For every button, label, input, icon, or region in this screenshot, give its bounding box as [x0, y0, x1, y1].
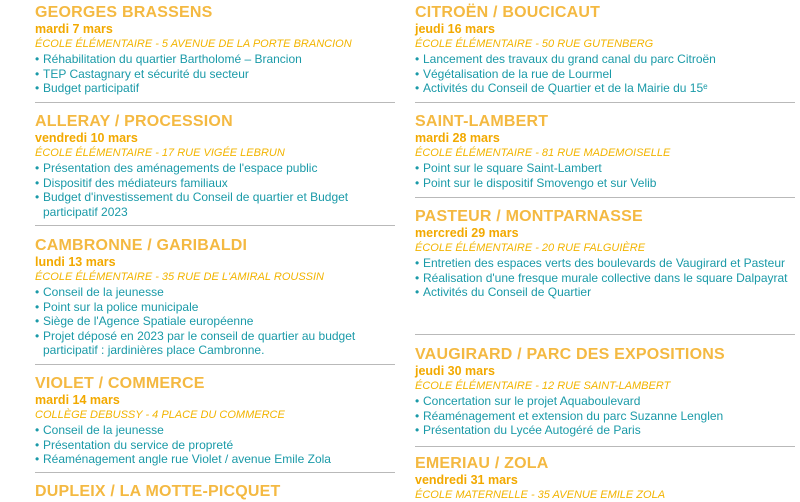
section-violet-commerce — [35, 375, 395, 473]
agenda-item: • Conseil de la jeunesse — [35, 423, 395, 438]
section-title: CITROËN / BOUCICAUT — [415, 4, 601, 21]
section-title: VIOLET / COMMERCE — [35, 375, 205, 392]
agenda-item: • Point sur le dispositif Smovengo et sur Velib — [415, 176, 795, 191]
agenda-item: • Présentation du Lycée Autogéré de Paris — [415, 423, 795, 438]
agenda-item: • Activités du Conseil de Quartier — [415, 285, 795, 300]
meeting-venue: COLLÈGE DEBUSSY - 4 PLACE DU COMMERCE — [35, 409, 285, 421]
agenda-item: • Entretien des espaces verts des boulevards de Vaugirard et Pasteur — [415, 256, 795, 271]
agenda-item: • Réaménagement et extension du parc Suzanne Lenglen — [415, 409, 795, 424]
meeting-venue: ÉCOLE ÉLÉMENTAIRE - 17 RUE VIGÉE LEBRUN — [35, 147, 285, 159]
meeting-date: lundi 13 mars — [35, 255, 116, 269]
meeting-date: mardi 14 mars — [35, 393, 120, 407]
agenda-list — [415, 256, 795, 300]
agenda-item: • Présentation des aménagements de l'espace public — [35, 161, 395, 176]
agenda-item: • Réhabilitation du quartier Bartholomé – Brancion — [35, 52, 395, 67]
agenda-item: • TEP Castagnary et sécurité du secteur — [35, 67, 395, 82]
section-title: EMERIAU / ZOLA — [415, 455, 549, 472]
meeting-venue: ÉCOLE ÉLÉMENTAIRE - 35 RUE DE L'AMIRAL ROUSSIN — [35, 271, 324, 283]
section-title: CAMBRONNE / GARIBALDI — [35, 237, 248, 254]
meeting-venue: ÉCOLE ÉLÉMENTAIRE - 12 RUE SAINT-LAMBERT — [415, 380, 671, 392]
section-vaugirard-parc-des-expositions — [415, 346, 795, 447]
meeting-venue: ÉCOLE ÉLÉMENTAIRE - 50 RUE GUTENBERG — [415, 38, 654, 50]
meeting-date: mardi 7 mars — [35, 22, 113, 36]
agenda-item: • Lancement des travaux du grand canal du parc Citroën — [415, 52, 795, 67]
meeting-venue: ÉCOLE MATERNELLE - 35 AVENUE EMILE ZOLA — [415, 489, 666, 501]
agenda-item: • Budget participatif — [35, 81, 395, 96]
section-dupleix-la-motte-picquet — [35, 483, 395, 500]
section-citroen-boucicaut — [415, 4, 795, 103]
agenda-item: • Projet déposé en 2023 par le conseil de quartier au budget participatif : jardinières place Cambronne. — [35, 329, 395, 358]
section-saint-lambert — [415, 113, 795, 198]
section-title: VAUGIRARD / PARC DES EXPOSITIONS — [415, 346, 725, 363]
section-title: PASTEUR / MONTPARNASSE — [415, 208, 643, 225]
agenda-item: • Conseil de la jeunesse — [35, 285, 395, 300]
agenda-list — [415, 52, 795, 96]
meeting-venue: ÉCOLE ÉLÉMENTAIRE - 81 RUE MADEMOISELLE — [415, 147, 671, 159]
section-title: GEORGES BRASSENS — [35, 4, 213, 21]
agenda-item: • Végétalisation de la rue de Lourmel — [415, 67, 795, 82]
section-title: DUPLEIX / LA MOTTE-PICQUET — [35, 483, 281, 500]
meeting-date: jeudi 30 mars — [415, 364, 495, 378]
meeting-date: mardi 28 mars — [415, 131, 500, 145]
agenda-item: • Budget d'investissement du Conseil de quartier et Budget participatif 2023 — [35, 190, 395, 219]
agenda-list — [35, 52, 395, 96]
section-pasteur-montparnasse — [415, 208, 795, 335]
agenda-list — [35, 423, 395, 467]
meeting-venue: ÉCOLE ÉLÉMENTAIRE - 5 AVENUE DE LA PORTE BRANCION — [35, 38, 352, 50]
agenda-item: • Concertation sur le projet Aquaboulevard — [415, 394, 795, 409]
agenda-item: • Activités du Conseil de Quartier et de la Mairie du 15ᵉ — [415, 81, 795, 96]
agenda-item: • Siège de l'Agence Spatiale européenne — [35, 314, 395, 329]
meeting-date: mercredi 29 mars — [415, 226, 519, 240]
section-emeriau-zola — [415, 455, 795, 500]
agenda-item: • Réaménagement angle rue Violet / avenue Emile Zola — [35, 452, 395, 467]
agenda-list — [35, 161, 395, 219]
meeting-date: jeudi 16 mars — [415, 22, 495, 36]
meeting-venue: ÉCOLE ÉLÉMENTAIRE - 20 RUE FALGUIÈRE — [415, 242, 646, 254]
agenda-item: • Point sur la police municipale — [35, 300, 395, 315]
agenda-item: • Point sur le square Saint-Lambert — [415, 161, 795, 176]
section-title: SAINT-LAMBERT — [415, 113, 549, 130]
agenda-item: • Réalisation d'une fresque murale collective dans le square Dalpayrat — [415, 271, 795, 286]
section-georges-brassens — [35, 4, 395, 103]
agenda-item: • Dispositif des médiateurs familiaux — [35, 176, 395, 191]
agenda-list — [415, 394, 795, 438]
agenda-item: • Présentation du service de propreté — [35, 438, 395, 453]
section-title: ALLERAY / PROCESSION — [35, 113, 233, 130]
section-cambronne-garibaldi — [35, 237, 395, 365]
meeting-date: vendredi 10 mars — [35, 131, 138, 145]
agenda-list — [35, 285, 395, 358]
section-alleray-procession — [35, 113, 395, 226]
meeting-date: vendredi 31 mars — [415, 473, 518, 487]
agenda-list — [415, 161, 795, 190]
